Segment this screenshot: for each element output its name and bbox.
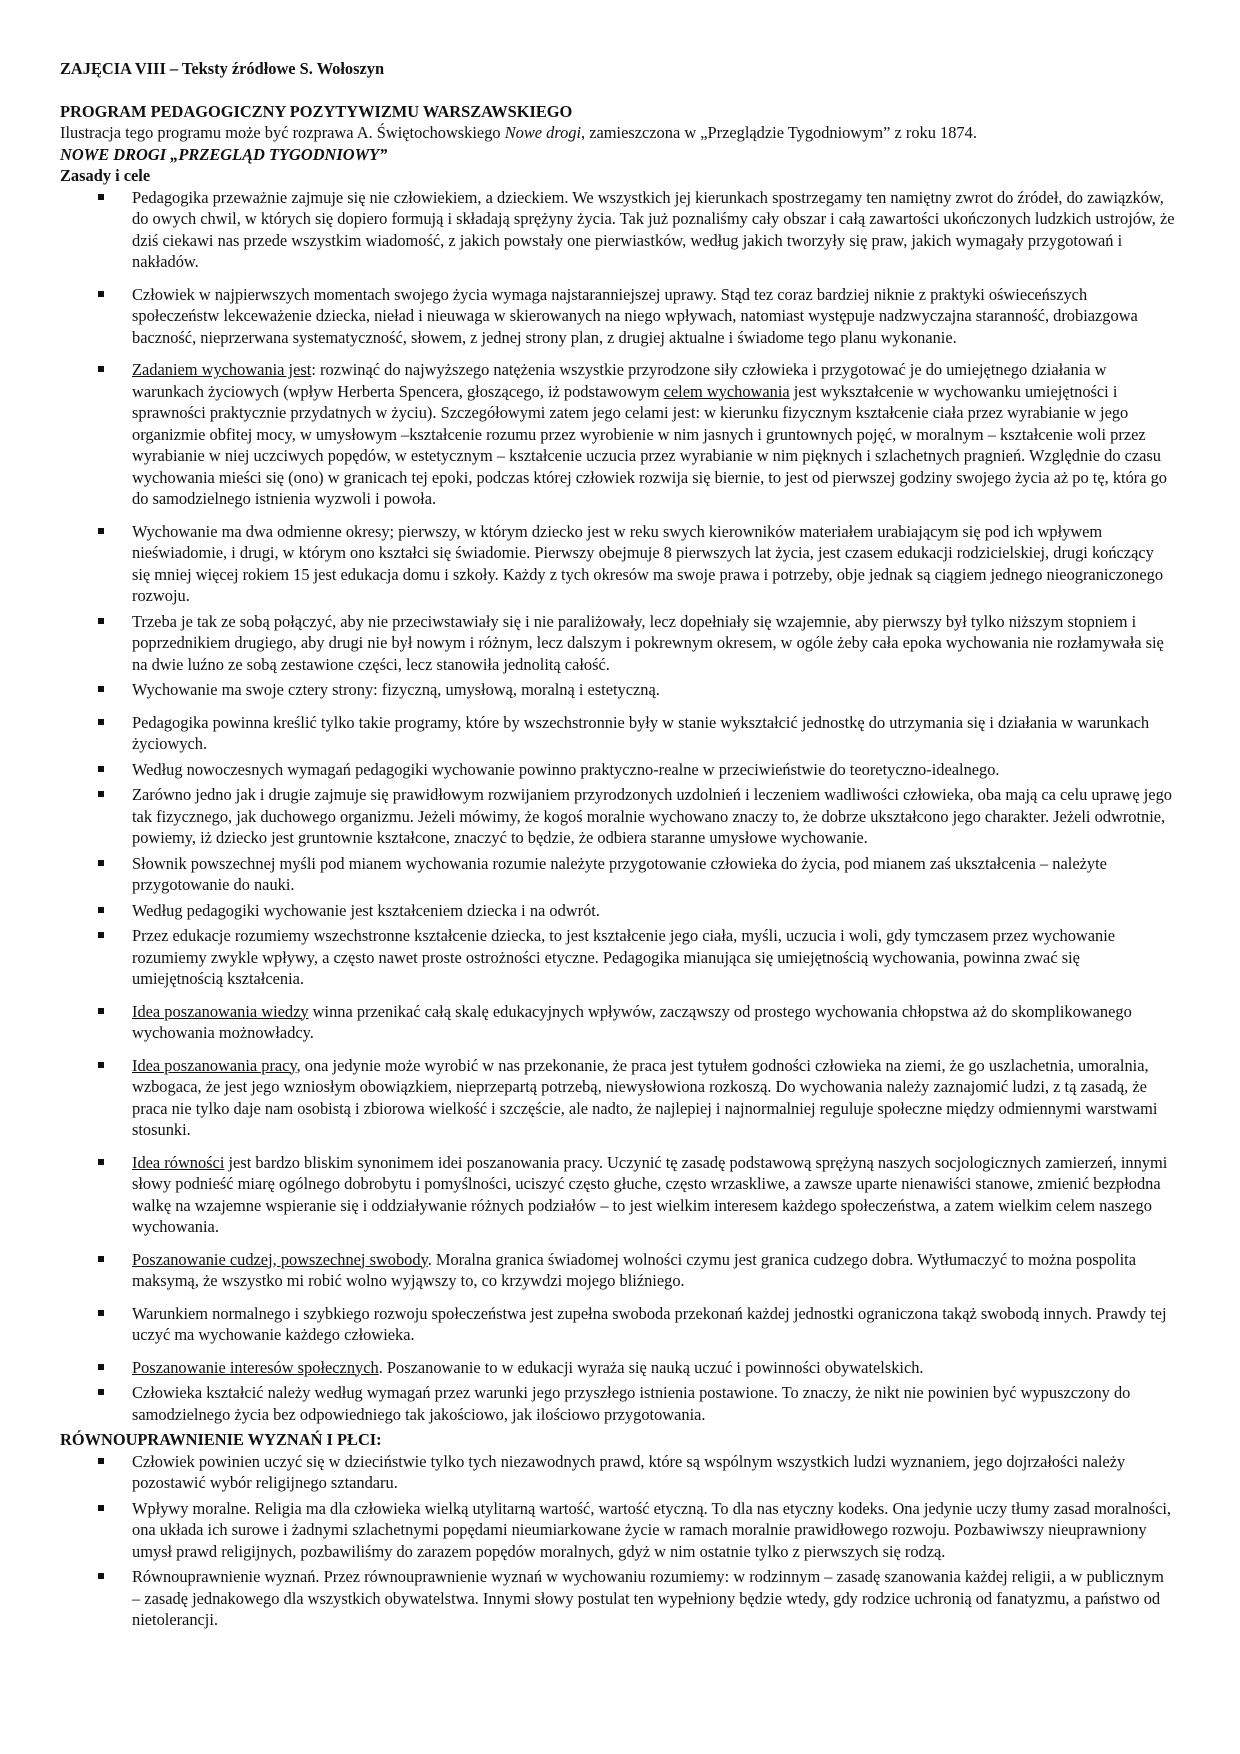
square-bullet-icon: [98, 366, 104, 372]
square-bullet-icon: [98, 1505, 104, 1511]
underlined-phrase: Poszanowanie cudzej, powszechnej swobody: [132, 1249, 428, 1269]
list-item-text: Warunkiem normalnego i szybkiego rozwoju społeczeństwa jest zupełna swoboda przekonań każdej jednostki ograniczona takąż swobodą innych. Prawdy tej uczyć ma wychowanie każdego człowieka.: [132, 1303, 1167, 1344]
list-item-text: Według pedagogiki wychowanie jest kształceniem dziecka i na odwrót.: [132, 900, 600, 920]
list-item: [60, 1357, 1175, 1379]
list-item: [60, 359, 1175, 510]
subheading-principles: Zasady i cele: [60, 166, 151, 185]
square-bullet-icon: [98, 907, 104, 913]
list-item: [60, 1498, 1175, 1563]
list-item-text: . Poszanowanie to w edukacji wyraża się nauką uczuć i powinności obywatelskich.: [378, 1357, 924, 1377]
section-heading-equality: RÓWNOUPRAWNIENIE WYZNAŃ I PŁCI:: [60, 1430, 382, 1449]
square-bullet-icon: [98, 194, 104, 200]
underlined-phrase: Poszanowanie interesów społecznych: [132, 1357, 379, 1377]
underlined-phrase: Idea równości: [132, 1152, 225, 1172]
square-bullet-icon: [98, 1310, 104, 1316]
underlined-phrase: Idea poszanowania wiedzy: [132, 1001, 309, 1021]
square-bullet-icon: [98, 1389, 104, 1395]
list-item: [60, 1566, 1175, 1631]
intro-book-title: Nowe drogi: [504, 123, 582, 142]
list-item-text: Przez edukacje rozumiemy wszechstronne kształcenie dziecka, to jest kształcenie jego ciała, myśli, uczucia i woli, gdy tymczasem przez wychowanie rozumiemy zwykle wpływy, a często nawet proste ostrożności etyczne. Pedagogika mianująca się umiejętnością wychowania, powinna zwać się umiejętnością kształcenia.: [132, 926, 1116, 988]
list-item: [60, 784, 1175, 849]
underlined-phrase: Zadaniem wychowania jest: [132, 360, 312, 379]
square-bullet-icon: [98, 719, 104, 725]
document-body: [60, 58, 1175, 1635]
list-item: [60, 900, 1175, 922]
intro-text-a: Ilustracja tego programu może być rozprawa A. Świętochowskiego: [60, 123, 505, 142]
list-item: [60, 284, 1175, 349]
list-item: [60, 1451, 1175, 1494]
square-bullet-icon: [98, 1573, 104, 1579]
square-bullet-icon: [98, 860, 104, 866]
square-bullet-icon: [98, 1008, 104, 1014]
list-item-text: Wpływy moralne. Religia ma dla człowieka wielką utylitarną wartość, wartość etyczną. To dla nas etyczny kodeks. Ona jedynie uczy tłumy zasad moralności, ona układa ich surowe i żadnymi szlachetnymi popędami nieumiarkowane życie w ramach moralnie prawidłowego rozwoju. Pozbawiwszy nieuprawniony umysł prawd religijnych, pozbawiliśmy do zarazem popędów moralnych, gdyż w nim ostatnie tylko z pierwszych się rodzą.: [132, 1498, 1172, 1561]
list-item: [60, 1249, 1175, 1292]
list-item-text: : rozwinąć do najwyższego natężenia wszystkie przyrodzone siły człowieka i przygotować je do umiejętnego działania w warunkach życiowych (wpływ Herberta Spencera, głoszącego, iż podstawowym: [132, 360, 1107, 401]
list-item-text: Słownik powszechnej myśli pod mianem wychowania rozumie należyte przygotowanie człowieka do życia, pod mianem zaś ukształcenia – należyte przygotowanie do nauki.: [132, 853, 1107, 894]
square-bullet-icon: [98, 1458, 104, 1464]
list-item-text: jest bardzo bliskim synonimem idei poszanowania pracy. Uczynić tę zasadę podstawową sprężyną naszych socjologicznych zamierzeń, innymi słowy podnieść miarę ogólnego dobrobytu i pomyślności, uciszyć często głuche, często wrzaskliwe, a zawsze uparte nienawiści stanowe, zmienić bezpłodna walkę na wzajemne wspieranie się i oddziaływanie różnych podziałów – to jest wielkim interesem każdego społeczeństwa, a zatem wielkim celem naszego wychowania.: [132, 1152, 1168, 1236]
list-item-text: Człowiek w najpierwszych momentach swojego życia wymaga najstaranniejszej uprawy. Stąd tez coraz bardziej niknie z praktyki oświeceńszych społeczeństw lekceważenie dziecka, nieład i nieuwaga w skierowanych na niego wpływach, natomiast występuje nadzwyczajna staranność, drobiazgowa baczność, nieprzerwana systematyczność, słowem, z jednej strony plan, z drugiej aktualne i świadome tego planu wykonanie.: [132, 284, 1138, 347]
section-heading-program: PROGRAM PEDAGOGICZNY POZYTYWIZMU WARSZAWSKIEGO: [60, 101, 573, 121]
square-bullet-icon: [98, 1159, 104, 1165]
list-item-text: Równouprawnienie wyznań. Przez równouprawnienie wyznań w wychowaniu rozumiemy: w rodzinnym – zasadę szanowania każdej religii, a w publicznym – zasadę jednakowego dla wszystkich obywatelstwa. Innymi słowy postulat ten wypełniony będzie wtedy, gdy rodzice uchronią od fanatyzmu, a państwo od nietolerancji.: [132, 1567, 1164, 1629]
list-item-text: Człowiek powinien uczyć się w dzieciństwie tylko tych niezawodnych prawd, które są wspólnym wszystkich ludzi wyznaniem, jego dojrzałości należy pozostawić wybór religijnego sztandaru.: [132, 1451, 1126, 1492]
underlined-phrase: celem wychowania: [663, 381, 790, 401]
list-item: [60, 1001, 1175, 1044]
list-item-text: , ona jedynie może wyrobić w nas przekonanie, że praca jest tytułem godności człowieka na ziemi, że go uszlachetnia, umoralnia, wzbogaca, że jest jego wzniosłym obowiązkiem, nieprzepartą potrzebą, niewysłowiona rozkoszą. Do wychowania należy zaznajomić ludzi, z tą zasadą, że praca nie tylko daje nam osobistą i zbiorowa wielkość i szczęście, ale nadto, że najlepiej i najnormalniej reguluje społeczne między odmiennymi warstwami stosunki.: [132, 1055, 1158, 1139]
square-bullet-icon: [98, 618, 104, 624]
underlined-phrase: Idea poszanowania pracy: [132, 1055, 297, 1075]
square-bullet-icon: [98, 686, 104, 692]
list-item: [60, 1055, 1175, 1141]
list-item-text: Zarówno jedno jak i drugie zajmuje się prawidłowym rozwijaniem przyrodzonych uzdolnień i leczeniem wadliwości człowieka, oba mają ca celu uprawę jego tak fizycznego, jak duchowego organizmu. Jeżeli mówimy, że kogoś moralnie wychowano znaczy to, że dobrze ukształcono jego charakter. Jeżeli odwrotnie, powiemy, iż dziecko jest gruntownie kształcone, znaczyć to będzie, że odbiera staranne umysłowe wychowanie.: [132, 785, 1172, 847]
list-item-text: Pedagogika powinna kreślić tylko takie programy, które by wszechstronnie były w stanie wykształcić jednostkę do utrzymania się i działania w warunkach życiowych.: [132, 712, 1150, 753]
list-item-text: jest wykształcenie w wychowanku umiejętności i sprawności praktycznie przydatnych w życiu). Szczegółowymi zatem jego celami jest: w kierunku fizycznym kształcenie ciała przez wyrabianie w jego organizmie obfitej mocy, w umysłowym –kształcenie rozumu przez wyrobienie w nim jasnych i gruntownych pojęć, w moralnym – kształcenie woli przez wyrabianie w niej uczciwych popędów, w estetycznym – kształcenie uczucia przez wyrabianie w nim pięknych i szlachetnych pragnień. Względnie do czasu wychowania mieści się (ono) w granicach tej epoki, podczas której człowiek rozwija się biernie, to jest od pierwszej godziny swojego życia aż po tę, która go do samodzielnego istnienia wyzwoli i powoła.: [132, 381, 1167, 508]
document-title: ZAJĘCIA VIII – Teksty źródłowe S. Wołoszyn: [60, 59, 385, 78]
list-item-text: Pedagogika przeważnie zajmuje się nie człowiekiem, a dzieckiem. We wszystkich jej kierunkach spostrzegamy ten namiętny zwrot do źródeł, do zawiązków, do owych chwil, w których się dopiero formują i składają sprężyny życia. Tak już poznaliśmy cały obszar i całą zawartości ukończonych ludzkich ustrojów, że dziś ciekawi nas przede wszystkim wiadomość, z jakich powstały one pierwiastków, według jakich tworzyły się praw, jakich wymagały przygotowań i nakładów.: [132, 187, 1175, 271]
list-item: [60, 925, 1175, 990]
principles-list: [60, 187, 1175, 1426]
list-item-text: Człowieka kształcić należy według wymagań przez warunki jego przyszłego istnienia postawione. To znaczy, że nikt nie powinien być wypuszczony do samodzielnego życia bez odpowiedniego tak jakościowo, jak ilościowo przygotowania.: [132, 1383, 1131, 1424]
square-bullet-icon: [98, 291, 104, 297]
square-bullet-icon: [98, 791, 104, 797]
intro-text-b: , zamieszczona w „Przeglądzie Tygodniowym” z roku 1874.: [581, 123, 977, 142]
equality-list: [60, 1451, 1175, 1631]
source-subtitle: NOWE DROGI „PRZEGLĄD TYGODNIOWY”: [60, 144, 388, 164]
list-item-text: Wychowanie ma dwa odmienne okresy; pierwszy, w którym dziecko jest w reku swych kierowników materiałem urabiającym się pod ich wpływem nieświadomie, i drugi, w którym ono kształci się świadomie. Pierwszy obejmuje 8 pierwszych lat życia, jest czasem edukacji rodzicielskiej, drugi kończący się mniej więcej rokiem 15 jest edukacja domu i szkoły. Każdy z tych okresów ma swoje prawa i potrzeby, obje jednak są ciągiem jednego nieograniczonego rozwoju.: [132, 521, 1164, 605]
list-item: [60, 759, 1175, 781]
list-item: [60, 1303, 1175, 1346]
list-item: [60, 1382, 1175, 1425]
list-item-text: winna przenikać całą skalę edukacyjnych wpływów, zacząwszy od prostego wychowania chłopstwa aż do skomplikowanego wychowania możnowładcy.: [132, 1001, 1132, 1042]
square-bullet-icon: [98, 528, 104, 534]
list-item-text: Wychowanie ma swoje cztery strony: fizyczną, umysłową, moralną i estetyczną.: [132, 680, 660, 699]
square-bullet-icon: [98, 766, 104, 772]
square-bullet-icon: [98, 1364, 104, 1370]
list-item: [60, 679, 1175, 701]
square-bullet-icon: [98, 1256, 104, 1262]
list-item: [60, 611, 1175, 676]
list-item: [60, 521, 1175, 607]
list-item: [60, 187, 1175, 273]
list-item-text: Według nowoczesnych wymagań pedagogiki wychowanie powinno praktyczno-realne w przeciwieństwie do teoretyczno-idealnego.: [132, 759, 1000, 779]
intro-paragraph: [60, 122, 1175, 144]
list-item-text: Trzeba je tak ze sobą połączyć, aby nie przeciwstawiały się i nie paraliżowały, lecz dopełniały się wzajemnie, aby pierwszy był tylko niższym stopniem i poprzednikiem drugiego, aby drugi nie był nowym i różnym, lecz dalszym i pokrewnym okresem, w ogóle żeby cała epoka wychowania nie rozłamywała się na dwie luźno ze sobą zestawione części, lecz stanowiła jednolitą całość.: [132, 611, 1164, 674]
list-item: [60, 712, 1175, 755]
list-item-text: . Moralna granica świadomej wolności czymu jest granica cudzego dobra. Wytłumaczyć to można pospolita maksymą, że wszystko mi robić wolno wyjąwszy to, co krzywdzi mojego bliźniego.: [132, 1249, 1136, 1290]
square-bullet-icon: [98, 1062, 104, 1068]
square-bullet-icon: [98, 932, 104, 938]
list-item: [60, 853, 1175, 896]
list-item: [60, 1152, 1175, 1238]
